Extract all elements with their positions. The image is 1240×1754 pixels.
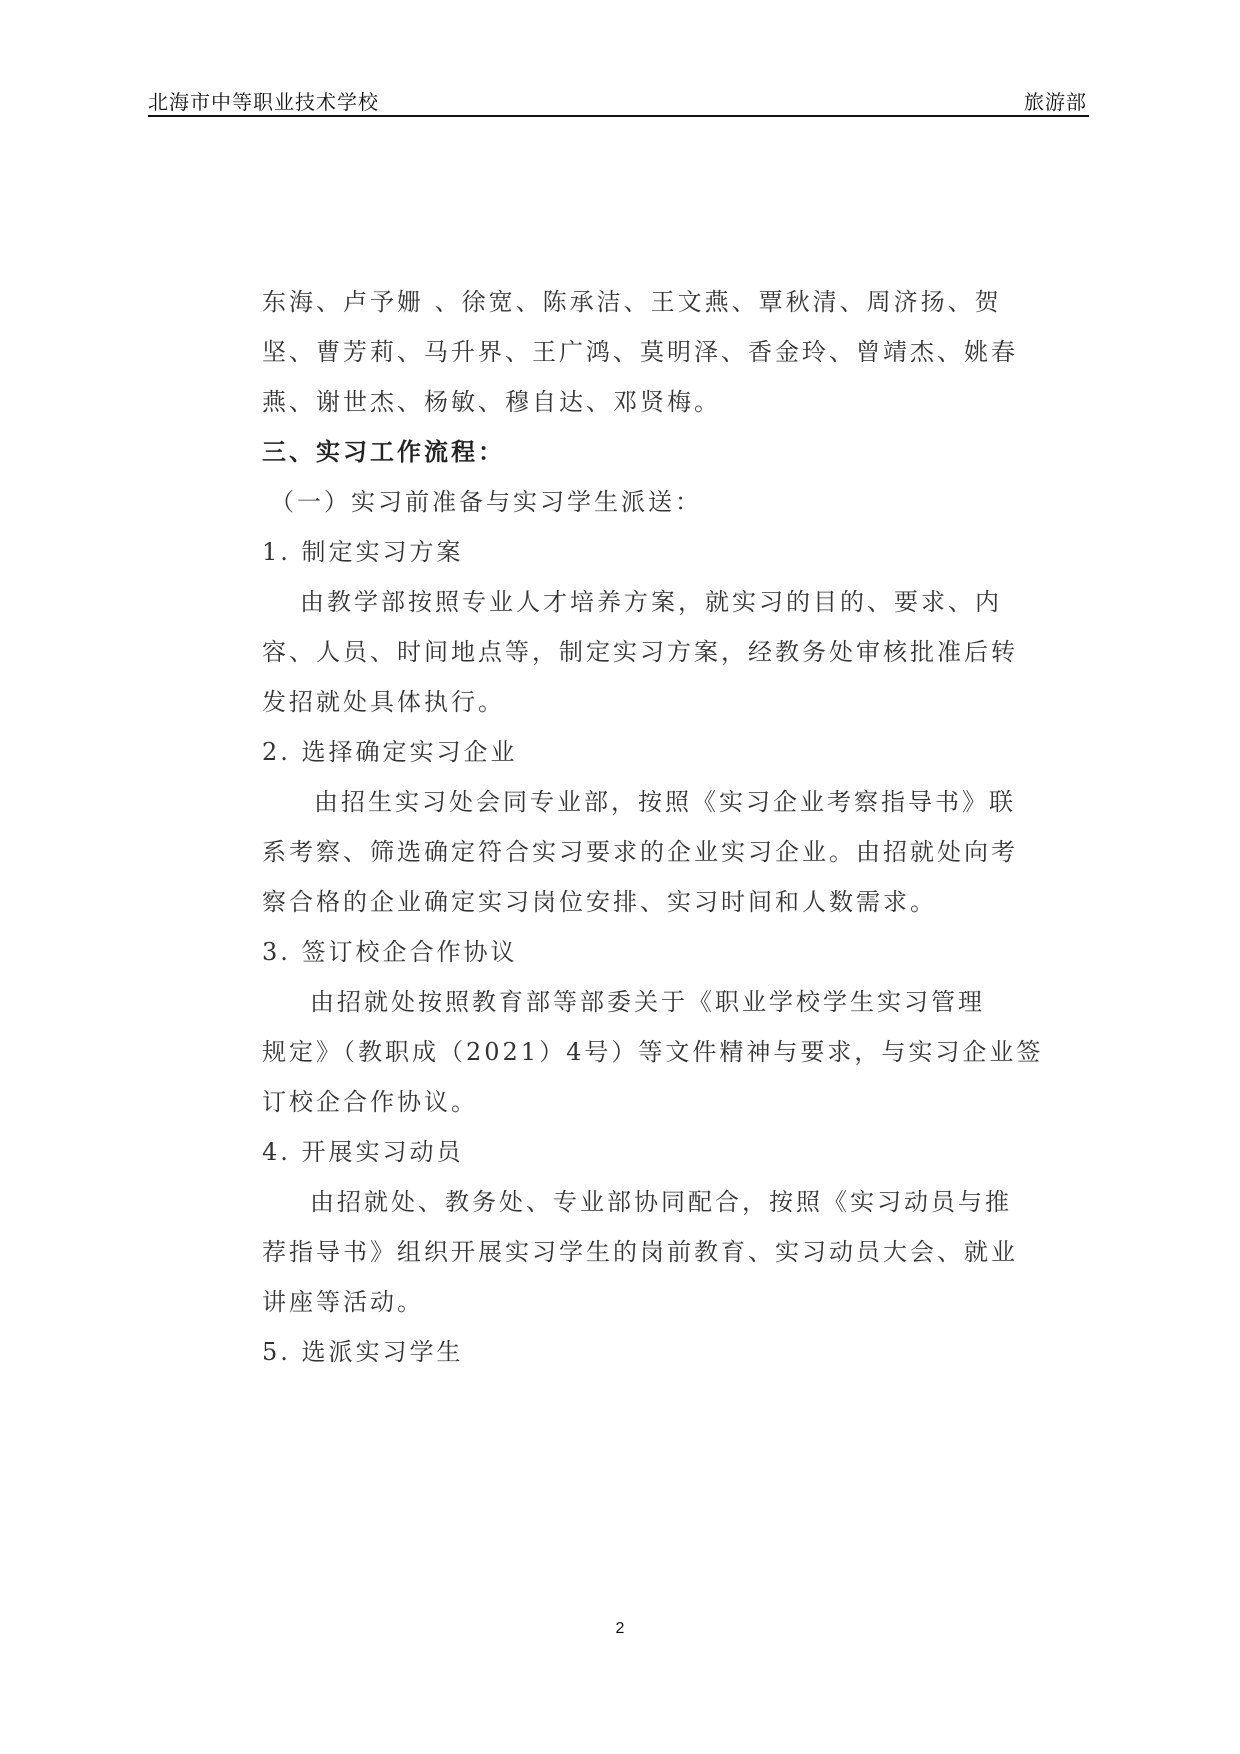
- item-heading: 4. 开展实习动员: [262, 1138, 464, 1166]
- body-line: 由招就处按照教育部等部委关于《职业学校学生实习管理: [310, 988, 985, 1016]
- body-line: 容、人员、时间地点等，制定实习方案，经教务处审核批准后转: [262, 638, 1018, 666]
- body-line: 燕、谢世杰、杨敏、穆自达、邓贤梅。: [262, 388, 721, 416]
- body-line: 讲座等活动。: [262, 1288, 424, 1316]
- body-line: 荐指导书》组织开展实习学生的岗前教育、实习动员大会、就业: [262, 1238, 1018, 1266]
- item-heading: 5. 选派实习学生: [262, 1338, 464, 1366]
- body-line: 发招就处具体执行。: [262, 688, 505, 716]
- header-department: 旅游部: [1024, 90, 1087, 114]
- page-number: 2: [615, 1620, 625, 1637]
- body-line: 由教学部按照专业人才培养方案，就实习的目的、要求、内: [300, 588, 1002, 616]
- body-line: 由招生实习处会同专业部，按照《实习企业考察指导书》联: [314, 788, 1016, 816]
- body-line: 坚、曹芳莉、马升界、王广鸿、莫明泽、香金玲、曾靖杰、姚春: [262, 338, 1018, 366]
- subsection-heading: （一）实习前准备与实习学生派送：: [270, 488, 702, 516]
- header-school-name: 北海市中等职业技术学校: [148, 90, 379, 114]
- body-line: 由招就处、教务处、专业部协同配合，按照《实习动员与推: [310, 1188, 1012, 1216]
- body-line: 东海、卢予姗 、徐宽、陈承洁、王文燕、覃秋清、周济扬、贺: [262, 288, 1002, 316]
- body-line: 规定》（教职成（2021）4号）等文件精神与要求，与实习企业签: [262, 1038, 1044, 1066]
- header-divider: [148, 115, 1089, 117]
- section-heading: 三、实习工作流程：: [262, 437, 505, 466]
- body-line: 订校企合作协议。: [262, 1088, 478, 1116]
- item-heading: 2. 选择确定实习企业: [262, 738, 518, 766]
- item-heading: 3. 签订校企合作协议: [262, 938, 518, 966]
- item-heading: 1. 制定实习方案: [262, 538, 464, 566]
- body-text: [262, 282, 1044, 1382]
- body-line: 察合格的企业确定实习岗位安排、实习时间和人数需求。: [262, 888, 937, 916]
- body-line: 系考察、筛选确定符合实习要求的企业实习企业。由招就处向考: [262, 838, 1018, 866]
